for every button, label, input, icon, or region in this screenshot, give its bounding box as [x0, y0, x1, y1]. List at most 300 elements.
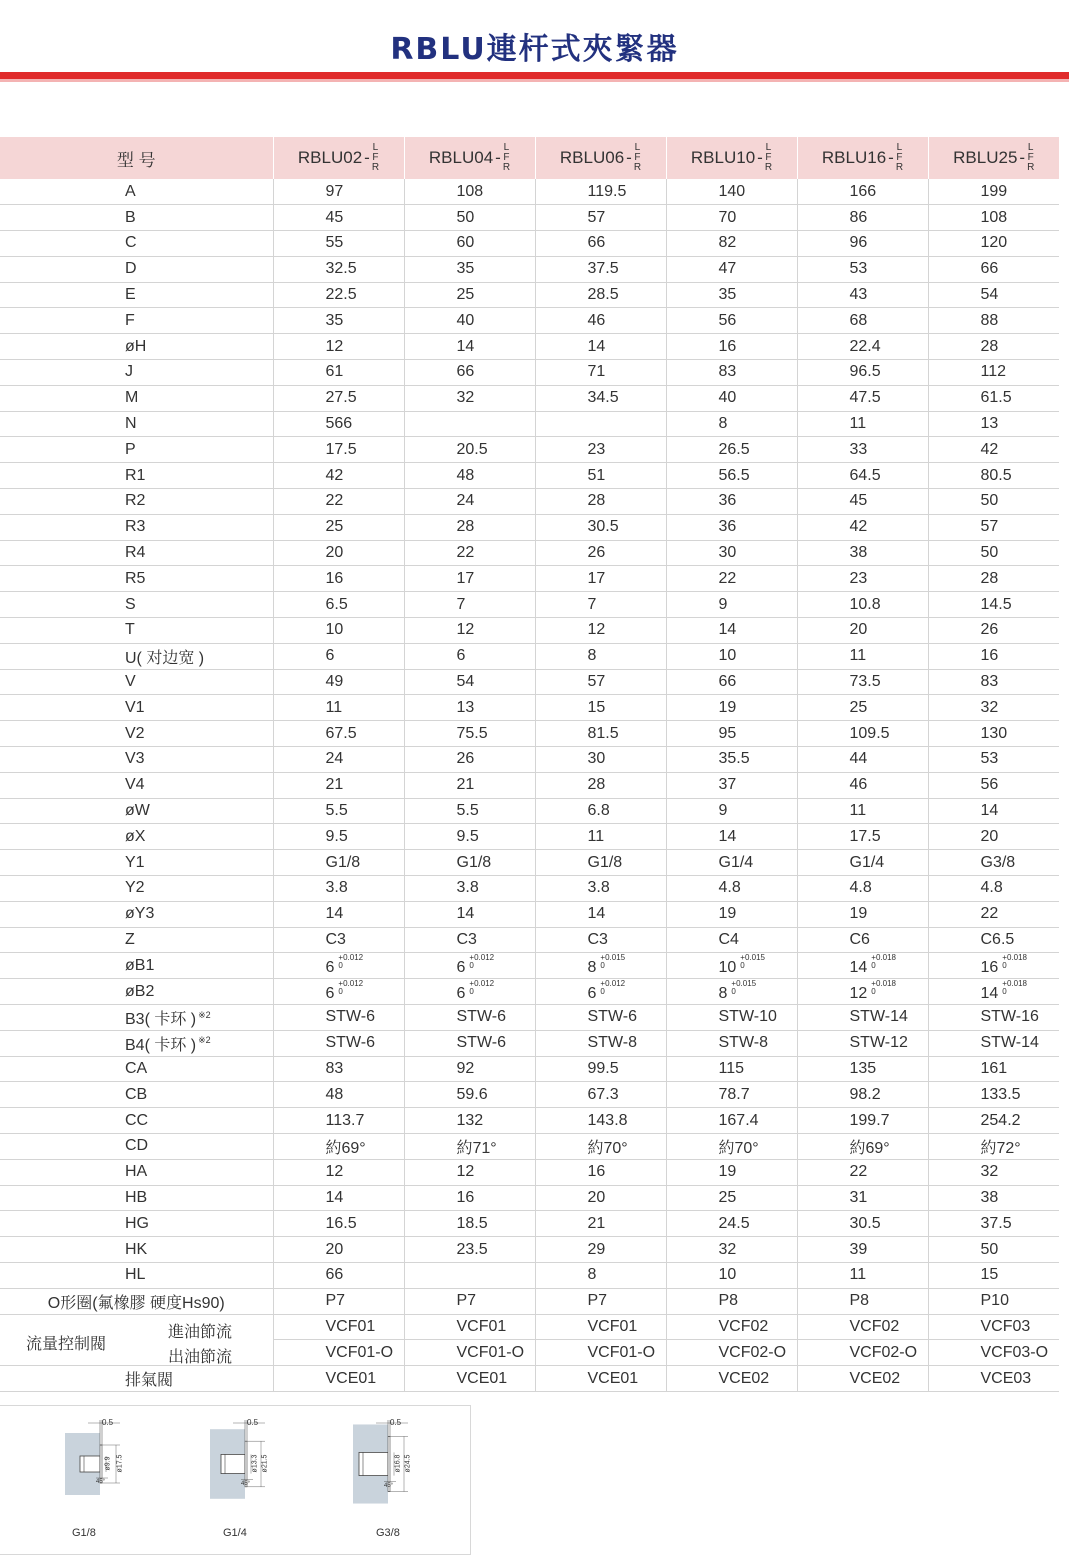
table-cell: 約70° — [535, 1133, 666, 1159]
table-cell: 約72° — [928, 1133, 1059, 1159]
table-cell: 14 — [666, 618, 797, 644]
table-cell: 12 — [404, 1159, 535, 1185]
table-cell — [535, 411, 666, 437]
table-row — [0, 669, 1059, 695]
table-cell: C3 — [273, 927, 404, 953]
row-label-text: F — [125, 311, 135, 329]
variant-f: F — [1027, 152, 1034, 163]
table-cell: 23 — [797, 566, 928, 592]
row-label-text: CA — [125, 1059, 148, 1077]
table-cell: 17 — [404, 566, 535, 592]
table-cell: 42 — [273, 463, 404, 489]
row-label-text: N — [125, 415, 137, 433]
row-label — [0, 695, 273, 721]
table-row — [0, 1133, 1059, 1159]
row-label-text: øY3 — [125, 905, 155, 923]
lfr-variants — [1027, 143, 1034, 173]
row-label-text: D — [125, 260, 137, 278]
table-cell: 5.5 — [273, 798, 404, 824]
table-cell: 56.5 — [666, 463, 797, 489]
table-cell: 67.3 — [535, 1082, 666, 1108]
dim-chamfer-angle: 45° — [96, 1479, 106, 1485]
table-cell — [273, 953, 404, 979]
row-label — [0, 566, 273, 592]
model-dash: - — [364, 148, 370, 167]
table-cell: 66 — [928, 256, 1059, 282]
table-cell: VCF01 — [535, 1314, 666, 1340]
table-cell — [797, 979, 928, 1005]
table-cell: 78.7 — [666, 1082, 797, 1108]
table-cell: P8 — [797, 1288, 928, 1314]
table-cell: VCF02 — [666, 1314, 797, 1340]
table-cell: 83 — [273, 1056, 404, 1082]
table-row — [0, 798, 1059, 824]
table-cell: 3.8 — [535, 876, 666, 902]
port-drawing — [55, 1416, 145, 1516]
row-label-text: V3 — [125, 750, 145, 768]
table-row — [0, 514, 1059, 540]
tolerance-lower: 0 — [731, 987, 736, 997]
table-cell: 4.8 — [797, 876, 928, 902]
table-cell: STW-6 — [404, 1005, 535, 1031]
tolerance-upper: +0.015 — [740, 953, 765, 963]
table-cell: C6 — [797, 927, 928, 953]
table-cell: C3 — [404, 927, 535, 953]
header-row — [0, 137, 1059, 179]
dim-inner-diameter: ø16.8 — [394, 1454, 402, 1473]
row-label-text: Y1 — [125, 853, 145, 871]
nominal-value: 12 — [849, 985, 868, 1003]
table-row — [0, 463, 1059, 489]
table-row — [0, 772, 1059, 798]
table-cell: 113.7 — [273, 1108, 404, 1134]
port-drawing-svg — [55, 1416, 145, 1511]
row-label — [0, 876, 273, 902]
row-label — [0, 385, 273, 411]
table-cell: 32 — [404, 385, 535, 411]
title-underline — [0, 72, 1069, 79]
row-label-text: R4 — [125, 544, 146, 562]
table-cell: G1/8 — [535, 850, 666, 876]
table-cell: 23 — [535, 437, 666, 463]
table-cell: 6.8 — [535, 798, 666, 824]
table-cell: STW-10 — [666, 1005, 797, 1031]
row-label — [0, 1082, 273, 1108]
table-cell: 50 — [404, 205, 535, 231]
row-label-text: V1 — [125, 698, 145, 716]
row-label — [0, 798, 273, 824]
table-cell: 14 — [404, 901, 535, 927]
table-cell: 16 — [273, 566, 404, 592]
table-cell: 42 — [928, 437, 1059, 463]
table-cell: 35.5 — [666, 747, 797, 773]
table-cell — [404, 411, 535, 437]
nominal-value: 8 — [587, 959, 597, 977]
model-name: RBLU04 — [428, 148, 494, 167]
table-cell: 約69° — [797, 1133, 928, 1159]
row-label-text: HA — [125, 1163, 148, 1181]
table-cell: 4.8 — [666, 876, 797, 902]
lfr-variants — [634, 143, 641, 173]
row-label — [0, 669, 273, 695]
row-label-text: C — [125, 234, 137, 252]
table-row — [0, 360, 1059, 386]
table-cell: 108 — [404, 179, 535, 205]
table-row — [0, 1005, 1059, 1031]
table-cell: 19 — [797, 901, 928, 927]
row-label-text: P — [125, 440, 136, 458]
row-label-text: U( 对边宽 ) — [125, 649, 205, 667]
table-row — [0, 1185, 1059, 1211]
model-header — [404, 137, 535, 179]
table-cell: 11 — [797, 643, 928, 669]
table-cell: VCF02 — [797, 1314, 928, 1340]
table-cell: STW-14 — [928, 1030, 1059, 1056]
row-label-text: HB — [125, 1188, 148, 1206]
variant-l: L — [503, 142, 510, 153]
table-cell: 20 — [535, 1185, 666, 1211]
table-row — [0, 747, 1059, 773]
table-cell: VCE03 — [928, 1366, 1059, 1392]
tolerance — [338, 954, 363, 970]
variant-l: L — [372, 142, 379, 153]
table-cell: 11 — [797, 798, 928, 824]
table-cell: 57 — [535, 669, 666, 695]
title-underline-shadow — [0, 79, 1069, 82]
row-label — [0, 1108, 273, 1134]
row-label-text: øW — [125, 802, 150, 820]
table-cell: 133.5 — [928, 1082, 1059, 1108]
table-cell: 86 — [797, 205, 928, 231]
table-cell: 36 — [666, 489, 797, 515]
tolerance-lower: 0 — [600, 987, 605, 997]
table-cell: 26.5 — [666, 437, 797, 463]
table-cell: VCE01 — [535, 1366, 666, 1392]
tolerance-upper: +0.015 — [731, 979, 757, 989]
table-cell: 30.5 — [797, 1211, 928, 1237]
table-cell: 47.5 — [797, 385, 928, 411]
table-row — [0, 618, 1059, 644]
dim-gap: 0.5 — [102, 1418, 114, 1427]
row-label — [0, 618, 273, 644]
tolerance-lower: 0 — [740, 961, 745, 971]
table-cell: 10 — [666, 643, 797, 669]
row-label — [0, 643, 273, 669]
table-cell: 48 — [404, 463, 535, 489]
row-label — [0, 1159, 273, 1185]
table-cell: 53 — [928, 747, 1059, 773]
table-cell: 28.5 — [535, 282, 666, 308]
row-label — [0, 514, 273, 540]
table-cell: 4.8 — [928, 876, 1059, 902]
row-label-text: R3 — [125, 518, 146, 536]
table-cell: 42 — [797, 514, 928, 540]
table-cell: 68 — [797, 308, 928, 334]
table-cell: 44 — [797, 747, 928, 773]
row-label — [0, 747, 273, 773]
table-cell: 18.5 — [404, 1211, 535, 1237]
variant-f: F — [372, 152, 379, 163]
table-cell: 13 — [928, 411, 1059, 437]
variant-r: R — [895, 162, 904, 173]
table-cell: STW-6 — [535, 1005, 666, 1031]
table-row — [0, 695, 1059, 721]
table-cell: 199 — [928, 179, 1059, 205]
dim-outer-diameter: ø21.5 — [261, 1454, 269, 1473]
table-row — [0, 1030, 1059, 1056]
table-cell: 54 — [928, 282, 1059, 308]
table-cell: 143.8 — [535, 1108, 666, 1134]
table-cell: 36 — [666, 514, 797, 540]
table-cell: 35 — [404, 256, 535, 282]
row-label — [0, 334, 273, 360]
table-cell: 6 — [404, 643, 535, 669]
table-cell: 83 — [928, 669, 1059, 695]
table-cell: 53 — [797, 256, 928, 282]
row-label-text: CC — [125, 1111, 149, 1129]
nominal-value: 14 — [849, 959, 868, 977]
row-label-text: B — [125, 208, 136, 226]
table-cell: 22 — [928, 901, 1059, 927]
tolerance-upper: +0.015 — [600, 953, 626, 963]
flow-row — [0, 1314, 1059, 1340]
model-dash: - — [626, 148, 632, 167]
table-cell: 約71° — [404, 1133, 535, 1159]
port-drawing-svg — [200, 1416, 290, 1511]
row-label-text: V4 — [125, 776, 145, 794]
table-cell: 22 — [666, 566, 797, 592]
table-cell: 38 — [797, 540, 928, 566]
table-cell: 20 — [273, 1237, 404, 1263]
variant-f: F — [634, 152, 641, 163]
row-label — [0, 1133, 273, 1159]
table-cell: 32 — [666, 1237, 797, 1263]
table-row — [0, 824, 1059, 850]
table-row — [0, 876, 1059, 902]
table-cell: 135 — [797, 1056, 928, 1082]
table-cell: 29 — [535, 1237, 666, 1263]
dim-outer-diameter: ø17.5 — [116, 1454, 124, 1473]
port-drawing-label: G1/8 — [72, 1527, 96, 1539]
table-cell: 19 — [666, 695, 797, 721]
table-cell: 13 — [404, 695, 535, 721]
table-cell: 14 — [273, 901, 404, 927]
table-cell: VCF01 — [404, 1314, 535, 1340]
table-cell: 167.4 — [666, 1108, 797, 1134]
row-label — [0, 592, 273, 618]
table-cell: 21 — [535, 1211, 666, 1237]
table-cell: 56 — [666, 308, 797, 334]
page-title: RBLU連杆式夾緊器 — [390, 32, 679, 67]
table-cell: 66 — [535, 231, 666, 257]
table-cell: C4 — [666, 927, 797, 953]
tolerance-lower: 0 — [600, 961, 605, 971]
variant-r: R — [764, 162, 773, 173]
row-label-text: B3( 卡环 ) — [125, 1010, 197, 1028]
table-cell — [666, 953, 797, 979]
table-cell: 17.5 — [273, 437, 404, 463]
table-cell: 8 — [666, 411, 797, 437]
table-cell: 23.5 — [404, 1237, 535, 1263]
row-label — [0, 463, 273, 489]
table-cell: 28 — [404, 514, 535, 540]
table-cell: 54 — [404, 669, 535, 695]
flow-row — [0, 1340, 1059, 1366]
table-cell: 56 — [928, 772, 1059, 798]
table-cell: 10.8 — [797, 592, 928, 618]
table-cell: 96 — [797, 231, 928, 257]
table-cell: 66 — [404, 360, 535, 386]
variant-l: L — [634, 142, 641, 153]
tolerance-lower: 0 — [338, 987, 343, 997]
model-header-label: 型 号 — [116, 150, 156, 170]
model-name: RBLU16 — [821, 148, 887, 167]
port-drawing — [200, 1416, 290, 1516]
table-cell: 26 — [404, 747, 535, 773]
table-cell: 14 — [928, 798, 1059, 824]
row-note: ※2 — [198, 1035, 211, 1046]
table-cell: 33 — [797, 437, 928, 463]
table-cell: 71 — [535, 360, 666, 386]
table-cell: 47 — [666, 256, 797, 282]
row-label-text: V2 — [125, 724, 145, 742]
tolerance-upper: +0.018 — [1002, 979, 1027, 989]
table-cell: G1/4 — [797, 850, 928, 876]
table-cell: 9.5 — [404, 824, 535, 850]
table-cell: VCF01 — [273, 1314, 404, 1340]
table-cell: 60 — [404, 231, 535, 257]
tolerance — [740, 954, 765, 970]
table-cell: 21 — [404, 772, 535, 798]
nominal-value: 6 — [456, 959, 466, 977]
table-cell: 109.5 — [797, 721, 928, 747]
table-cell: 10 — [666, 1262, 797, 1288]
table-cell: 17.5 — [797, 824, 928, 850]
row-label-text: V — [125, 673, 136, 691]
model-header — [928, 137, 1059, 179]
table-row — [0, 385, 1059, 411]
table-cell: 22.5 — [273, 282, 404, 308]
table-row — [0, 231, 1059, 257]
table-cell: 37.5 — [535, 256, 666, 282]
port-drawing-label: G1/4 — [223, 1527, 247, 1539]
tolerance-upper: +0.012 — [600, 979, 626, 989]
table-cell: P10 — [928, 1288, 1059, 1314]
row-label — [0, 282, 273, 308]
table-cell: 45 — [273, 205, 404, 231]
table-cell: 14.5 — [928, 592, 1059, 618]
table-cell: 57 — [928, 514, 1059, 540]
table-cell: VCE01 — [273, 1366, 404, 1392]
row-label-text: øX — [125, 827, 146, 845]
table-cell: 48 — [273, 1082, 404, 1108]
table-row — [0, 1108, 1059, 1134]
model-name: RBLU02 — [297, 148, 363, 167]
table-cell: 108 — [928, 205, 1059, 231]
table-cell: P8 — [666, 1288, 797, 1314]
table-cell: G3/8 — [928, 850, 1059, 876]
table-row — [0, 901, 1059, 927]
flow-sub-label: 進油節流 — [168, 1323, 233, 1341]
nominal-value: 14 — [980, 985, 999, 1003]
table-cell: C6.5 — [928, 927, 1059, 953]
row-label: øB1 — [0, 953, 273, 979]
table-cell — [273, 979, 404, 1005]
table-cell: 55 — [273, 231, 404, 257]
tolerance-upper: +0.012 — [338, 953, 364, 963]
nominal-value: 6 — [456, 985, 466, 1003]
table-cell: 64.5 — [797, 463, 928, 489]
lfr-variants — [503, 143, 510, 173]
row-label-text: R1 — [125, 466, 146, 484]
table-cell: 73.5 — [797, 669, 928, 695]
table-cell: 59.6 — [404, 1082, 535, 1108]
variant-r: R — [502, 162, 511, 173]
table-cell: 98.2 — [797, 1082, 928, 1108]
table-cell: 12 — [273, 1159, 404, 1185]
table-cell: 254.2 — [928, 1108, 1059, 1134]
table-cell: 32 — [928, 695, 1059, 721]
table-cell: 11 — [535, 824, 666, 850]
table-cell: 96.5 — [797, 360, 928, 386]
table-cell: 28 — [535, 772, 666, 798]
table-cell: 88 — [928, 308, 1059, 334]
table-cell: 34.5 — [535, 385, 666, 411]
model-header — [535, 137, 666, 179]
table-cell: 9 — [666, 592, 797, 618]
row-label — [0, 927, 273, 953]
tolerance-lower: 0 — [1002, 961, 1007, 971]
table-cell: 7 — [535, 592, 666, 618]
row-label — [0, 179, 273, 205]
table-cell: 115 — [666, 1056, 797, 1082]
lfr-variants — [765, 143, 772, 173]
row-label — [0, 1262, 273, 1288]
dim-outer-diameter: ø24.5 — [404, 1454, 412, 1473]
row-label — [0, 824, 273, 850]
table-cell: 25 — [797, 695, 928, 721]
tolerance-upper: +0.012 — [338, 979, 364, 989]
variant-f: F — [503, 152, 510, 163]
table-cell: 67.5 — [273, 721, 404, 747]
tolerance — [469, 954, 494, 970]
model-header — [666, 137, 797, 179]
table-cell: 50 — [928, 540, 1059, 566]
table-cell: 5.5 — [404, 798, 535, 824]
table-cell: 25 — [404, 282, 535, 308]
row-label — [0, 489, 273, 515]
table-row — [0, 953, 1059, 979]
table-row — [0, 979, 1059, 1005]
table-cell: 28 — [928, 334, 1059, 360]
table-cell: 61 — [273, 360, 404, 386]
table-cell: 32.5 — [273, 256, 404, 282]
table-cell: 50 — [928, 489, 1059, 515]
row-label-text: HG — [125, 1214, 149, 1232]
table-cell: 30.5 — [535, 514, 666, 540]
table-cell: 15 — [535, 695, 666, 721]
table-cell: 27.5 — [273, 385, 404, 411]
table-cell: 8 — [535, 643, 666, 669]
table-cell — [404, 979, 535, 1005]
table-cell: 24 — [404, 489, 535, 515]
lfr-variants — [896, 143, 903, 173]
table-cell: 21 — [273, 772, 404, 798]
table-cell: 19 — [666, 1159, 797, 1185]
model-header — [273, 137, 404, 179]
table-row — [0, 489, 1059, 515]
lfr-variants — [372, 143, 379, 173]
